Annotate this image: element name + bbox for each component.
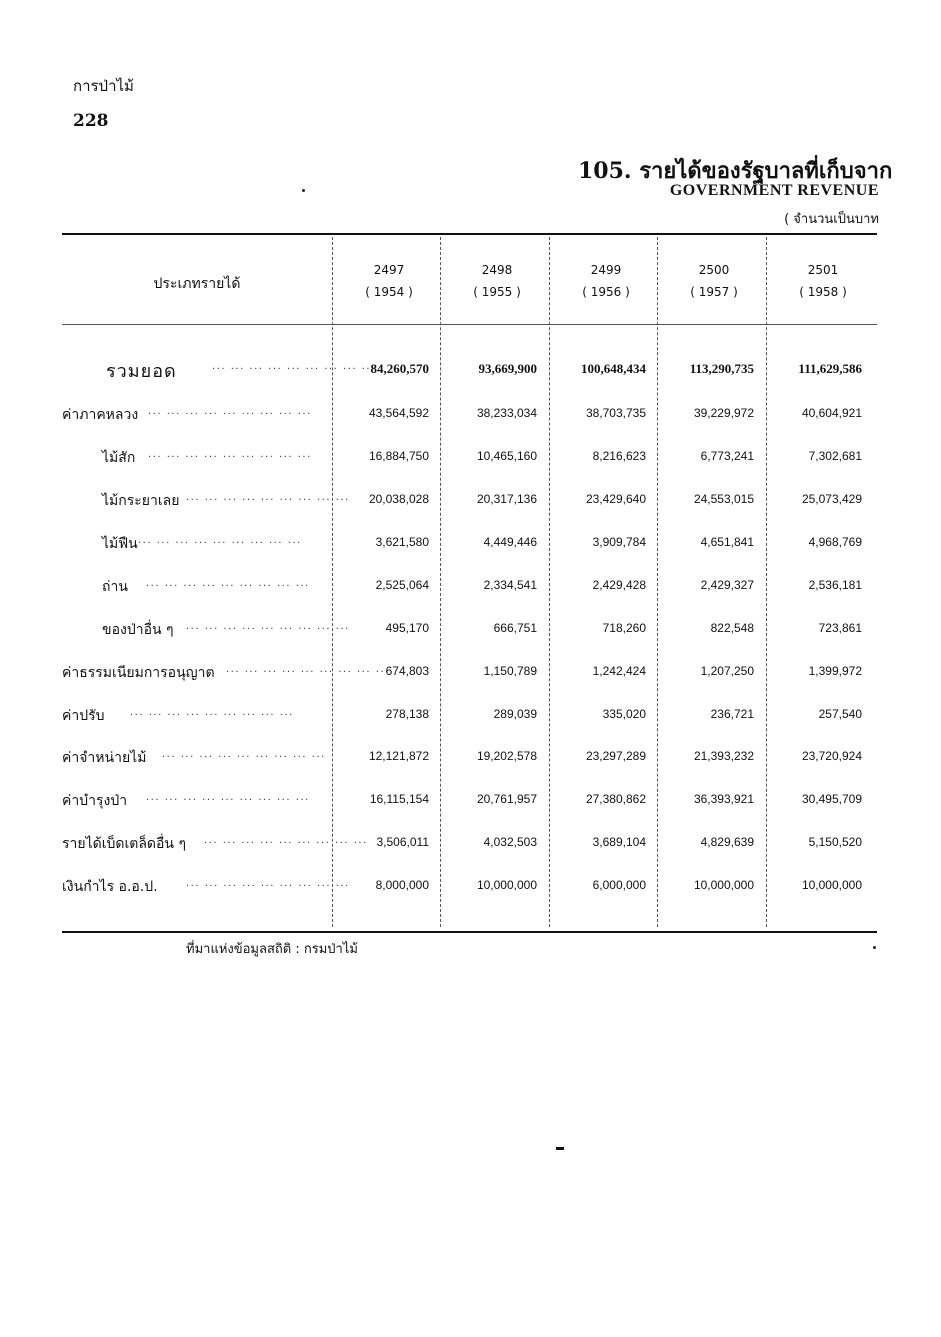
cell-value: 2,536,181 [808, 578, 862, 592]
table-row [62, 576, 877, 598]
row-label: ของป่าอื่น ๆ [102, 622, 174, 638]
stray-mark [873, 946, 876, 949]
cell-value: 84,260,570 [370, 361, 429, 376]
row-label: ค่าจำหน่ายไม้ [62, 750, 147, 766]
dot-leader: ... ... ... ... ... ... ... ... ... [186, 621, 350, 632]
cell-value: 10,000,000 [693, 878, 754, 892]
cell-value: 2,334,541 [483, 578, 537, 592]
cell-value: 3,621,580 [375, 535, 429, 549]
dot-leader: ... ... ... ... ... ... ... ... ... [204, 835, 368, 846]
cell-value: 1,150,789 [483, 664, 537, 678]
table-row [62, 619, 877, 641]
dot-leader: ... ... ... ... ... ... ... ... ... [186, 492, 350, 503]
cell-value: 10,000,000 [476, 878, 537, 892]
cell-value: 2,429,327 [700, 578, 754, 592]
cell-value: 8,216,623 [592, 449, 646, 463]
dot-leader: ... ... ... ... ... ... ... ... ... [130, 707, 294, 718]
table-row [62, 705, 877, 727]
column-header-revenue-type: ประเภทรายได้ [153, 276, 241, 292]
table-row [62, 747, 877, 769]
cell-value: 24,553,015 [693, 492, 754, 506]
cell-value: 12,121,872 [368, 749, 429, 763]
table-row [62, 490, 877, 512]
cell-value: 25,073,429 [801, 492, 862, 506]
cell-value: 822,548 [710, 621, 754, 635]
source-note: ที่มาแห่งข้อมูลสถิติ : กรมป่าไม้ [186, 942, 358, 957]
header-rule [62, 324, 877, 325]
cell-value: 100,648,434 [581, 361, 646, 376]
unit-note: ( จำนวนเป็นบาท [784, 212, 879, 227]
dot-leader: ... ... ... ... ... ... ... ... ... [148, 449, 312, 460]
cell-value: 4,449,446 [483, 535, 537, 549]
cell-value: 23,720,924 [801, 749, 862, 763]
cell-value: 16,884,750 [368, 449, 429, 463]
page-number: 228 [73, 111, 109, 131]
cell-value: 1,207,250 [700, 664, 754, 678]
cell-value: 7,302,681 [808, 449, 862, 463]
table-row-total [62, 359, 877, 381]
cell-value: 4,651,841 [700, 535, 754, 549]
cell-value: 3,506,011 [376, 835, 429, 849]
year-header-ad: ( 1956 ) [582, 285, 630, 299]
cell-value: 93,669,900 [478, 361, 537, 376]
cell-value: 30,495,709 [801, 792, 862, 806]
row-label: ค่าปรับ [62, 708, 105, 724]
cell-value: 40,604,921 [801, 406, 862, 420]
cell-value: 674,803 [385, 664, 429, 678]
revenue-table [62, 233, 877, 935]
table-bottom-rule [62, 931, 877, 933]
cell-value: 38,703,735 [585, 406, 646, 420]
dot-leader: ... ... ... ... ... ... ... ... ... [162, 749, 326, 760]
cell-value: 1,399,972 [808, 664, 862, 678]
cell-value: 20,761,957 [476, 792, 537, 806]
cell-value: 718,260 [602, 621, 646, 635]
row-label: ค่าบำรุงป่า [62, 793, 128, 809]
cell-value: 10,000,000 [801, 878, 862, 892]
table-row [62, 833, 877, 855]
cell-value: 43,564,592 [368, 406, 429, 420]
cell-value: 4,968,769 [808, 535, 862, 549]
stray-mark [302, 189, 305, 192]
table-row [62, 404, 877, 426]
row-label: รายได้เบ็ดเตล็ดอื่น ๆ [62, 836, 186, 852]
cell-value: 335,020 [602, 707, 646, 721]
cell-value: 39,229,972 [693, 406, 754, 420]
row-label: เงินกำไร อ.อ.ป. [62, 879, 158, 895]
dot-leader: ... ... ... ... ... ... ... ... ... [186, 878, 350, 889]
table-top-rule [62, 233, 877, 235]
dot-leader: ... ... ... ... ... ... ... ... ... [146, 578, 310, 589]
cell-value: 16,115,154 [369, 792, 429, 806]
cell-value: 5,150,520 [808, 835, 862, 849]
cell-value: 6,000,000 [592, 878, 646, 892]
table-title-english: GOVERNMENT REVENUE [669, 182, 879, 199]
cell-value: 3,909,784 [592, 535, 646, 549]
cell-value: 113,290,735 [689, 361, 754, 376]
cell-value: 21,393,232 [693, 749, 754, 763]
cell-value: 23,297,289 [585, 749, 646, 763]
cell-value: 236,721 [710, 707, 754, 721]
cell-value: 20,317,136 [476, 492, 537, 506]
row-label: ไม้ฟืน [102, 536, 138, 552]
cell-value: 257,540 [818, 707, 862, 721]
year-header-ad: ( 1955 ) [473, 285, 521, 299]
cell-value: 3,689,104 [592, 835, 646, 849]
cell-value: 1,242,424 [592, 664, 646, 678]
year-header-ad: ( 1954 ) [365, 285, 413, 299]
cell-value: 20,038,028 [368, 492, 429, 506]
cell-value: 666,751 [493, 621, 537, 635]
stray-dash [556, 1147, 564, 1150]
cell-value: 23,429,640 [585, 492, 646, 506]
table-row [62, 876, 877, 898]
dot-leader: ... ... ... ... ... ... ... ... ... [138, 535, 302, 546]
cell-value: 111,629,586 [798, 361, 862, 376]
table-row [62, 790, 877, 812]
year-header-be: 2498 [481, 263, 513, 277]
cell-value: 495,170 [385, 621, 429, 635]
row-label: รวมยอด [106, 361, 177, 382]
cell-value: 278,138 [385, 707, 429, 721]
table-title-thai: 105. รายได้ของรัฐบาลที่เก็บจาก [578, 158, 893, 184]
cell-value: 6,773,241 [700, 449, 754, 463]
dot-leader: ... ... ... ... ... ... ... ... ... [148, 406, 312, 417]
year-header-be: 2497 [373, 263, 405, 277]
dot-leader: ... ... ... ... ... ... ... ... ... [146, 792, 310, 803]
table-row [62, 533, 877, 555]
table-row [62, 662, 877, 684]
cell-value: 36,393,921 [693, 792, 754, 806]
year-header-be: 2501 [807, 263, 839, 277]
section-title: การป่าไม้ [73, 77, 134, 95]
year-header-ad: ( 1957 ) [690, 285, 738, 299]
dot-leader: ... ... ... ... ... ... ... ... ... [226, 664, 390, 675]
cell-value: 38,233,034 [476, 406, 537, 420]
cell-value: 2,525,064 [375, 578, 429, 592]
row-label: ไม้กระยาเลย [102, 493, 180, 509]
cell-value: 723,861 [818, 621, 862, 635]
cell-value: 19,202,578 [476, 749, 537, 763]
cell-value: 4,829,639 [700, 835, 754, 849]
cell-value: 289,039 [493, 707, 537, 721]
cell-value: 10,465,160 [476, 449, 537, 463]
row-label: ค่าธรรมเนียมการอนุญาต [62, 665, 215, 681]
year-header-ad: ( 1958 ) [799, 285, 847, 299]
year-header-be: 2500 [698, 263, 730, 277]
row-label: ถ่าน [102, 579, 128, 595]
cell-value: 2,429,428 [592, 578, 646, 592]
cell-value: 27,380,862 [585, 792, 646, 806]
cell-value: 8,000,000 [375, 878, 429, 892]
table-row [62, 447, 877, 469]
row-label: ไม้สัก [102, 450, 136, 466]
cell-value: 4,032,503 [483, 835, 537, 849]
year-header-be: 2499 [590, 263, 622, 277]
row-label: ค่าภาคหลวง [62, 407, 139, 423]
dot-leader: ... ... ... ... ... ... ... ... ... [212, 361, 376, 372]
